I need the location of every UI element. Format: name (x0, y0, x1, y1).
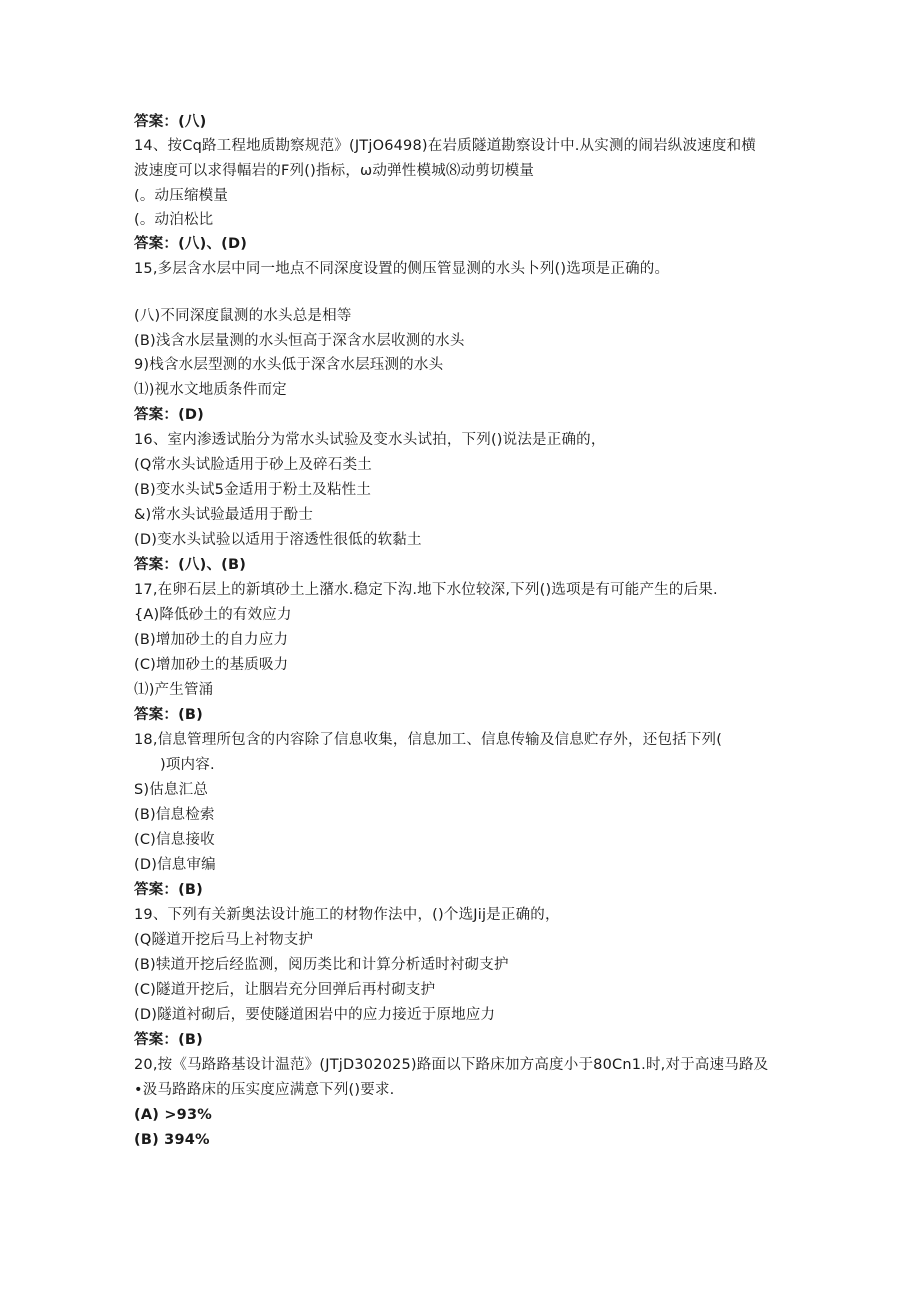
answer-line: 答案：(八)、(B) (134, 557, 247, 573)
option-line: {A)降低砂土的有效应力 (134, 607, 292, 623)
option-line: (D)信息审编 (134, 857, 216, 873)
option-line: &)常水头试验最适用于酚士 (134, 507, 314, 523)
answer-line: 答案：(B) (134, 1032, 204, 1048)
option-line: (Q隧道开挖后马上衬物支护 (134, 932, 314, 948)
option-line: (。动压缩模量 (134, 188, 229, 204)
answer-line: 答案：(B) (134, 707, 204, 723)
option-line: (B)增加砂土的自力应力 (134, 632, 289, 648)
option-line: (B)浅含水层量测的水头恒高于深含水层收测的水头 (134, 333, 465, 349)
answer-line: 答案：(八)、(D) (134, 236, 248, 252)
option-line: (八)不同深度鼠测的水头总是相等 (134, 308, 352, 324)
option-line: (B)犊道开挖后经监测，阅历类比和计算分析适时衬砌支护 (134, 957, 509, 973)
question-16-line: 16、室内渗透试胎分为常水头试验及变水头试拍，下列()说法是正确的， (134, 432, 606, 448)
option-line: 9)栈含水层型测的水头低于深含水层珏测的水头 (134, 357, 444, 373)
option-line: (C)信息接收 (134, 832, 215, 848)
option-line: (B)变水头试5金适用于粉土及粘性土 (134, 482, 372, 498)
option-line: ⑴)视水文地质条件而定 (134, 382, 287, 398)
question-14-line-2: 波速度可以求得幅岩的F列()指标，ω动弹性模城⑻动剪切模量 (134, 163, 535, 179)
option-line: (B) 394% (134, 1132, 210, 1148)
answer-line: 答案：(八) (134, 114, 207, 130)
option-line: (A) >93% (134, 1107, 212, 1123)
answer-line: 答案：(B) (134, 882, 204, 898)
option-line: (C)增加砂土的基质吸力 (134, 657, 289, 673)
option-line: (D)隧道衬砌后，要使隧道困岩中的应力接近于原地应力 (134, 1007, 496, 1023)
answer-line: 答案：(D) (134, 407, 204, 423)
question-19-line: 19、下列有关新奥法设计施工的材物作法中，()个选Jij是正确的， (134, 907, 560, 923)
question-20-line-2: •汲马路路床的压实度应满意下列()要求. (134, 1082, 395, 1098)
question-15-line: 15,多层含水层中同一地点不同深度设置的侧压管显测的水头卜列()选项是正确的。 (134, 261, 670, 277)
question-17-line: 17,在卵石层上的新填砂土上潴水.稳定下沟.地下水位较深,下列()选项是有可能产生的后果. (134, 582, 718, 598)
option-line: S)估息汇总 (134, 782, 209, 798)
option-line: (Q常水头试脸适用于砂上及碎石类土 (134, 457, 372, 473)
option-line: (C)隧道开挖后，让胭岩充分回弹后再村砌支护 (134, 982, 436, 998)
question-20-line-1: 20,按《马路路基设计温范》(JTjD302025)路面以下路床加方高度小于80Cn1.时,对于高速马路及 (134, 1057, 769, 1073)
option-line: (D)变水头试验以适用于溶透性很低的软黏土 (134, 532, 422, 548)
question-18-line-2: )项内容. (160, 757, 215, 773)
option-line: (。动泊松比 (134, 212, 214, 228)
question-14-line-1: 14、按Cq路工程地质勘察规范》(JTjO6498)在岩质隧道勘察设计中.从实测的闹岩纵波速度和横 (134, 138, 756, 154)
option-line: ⑴)产生管涌 (134, 682, 214, 698)
question-18-line-1: 18,信息管理所包含的内容除了信息收集，信息加工、信息传输及信息贮存外，还包括下列( (134, 732, 723, 748)
option-line: (B)信息检索 (134, 807, 215, 823)
